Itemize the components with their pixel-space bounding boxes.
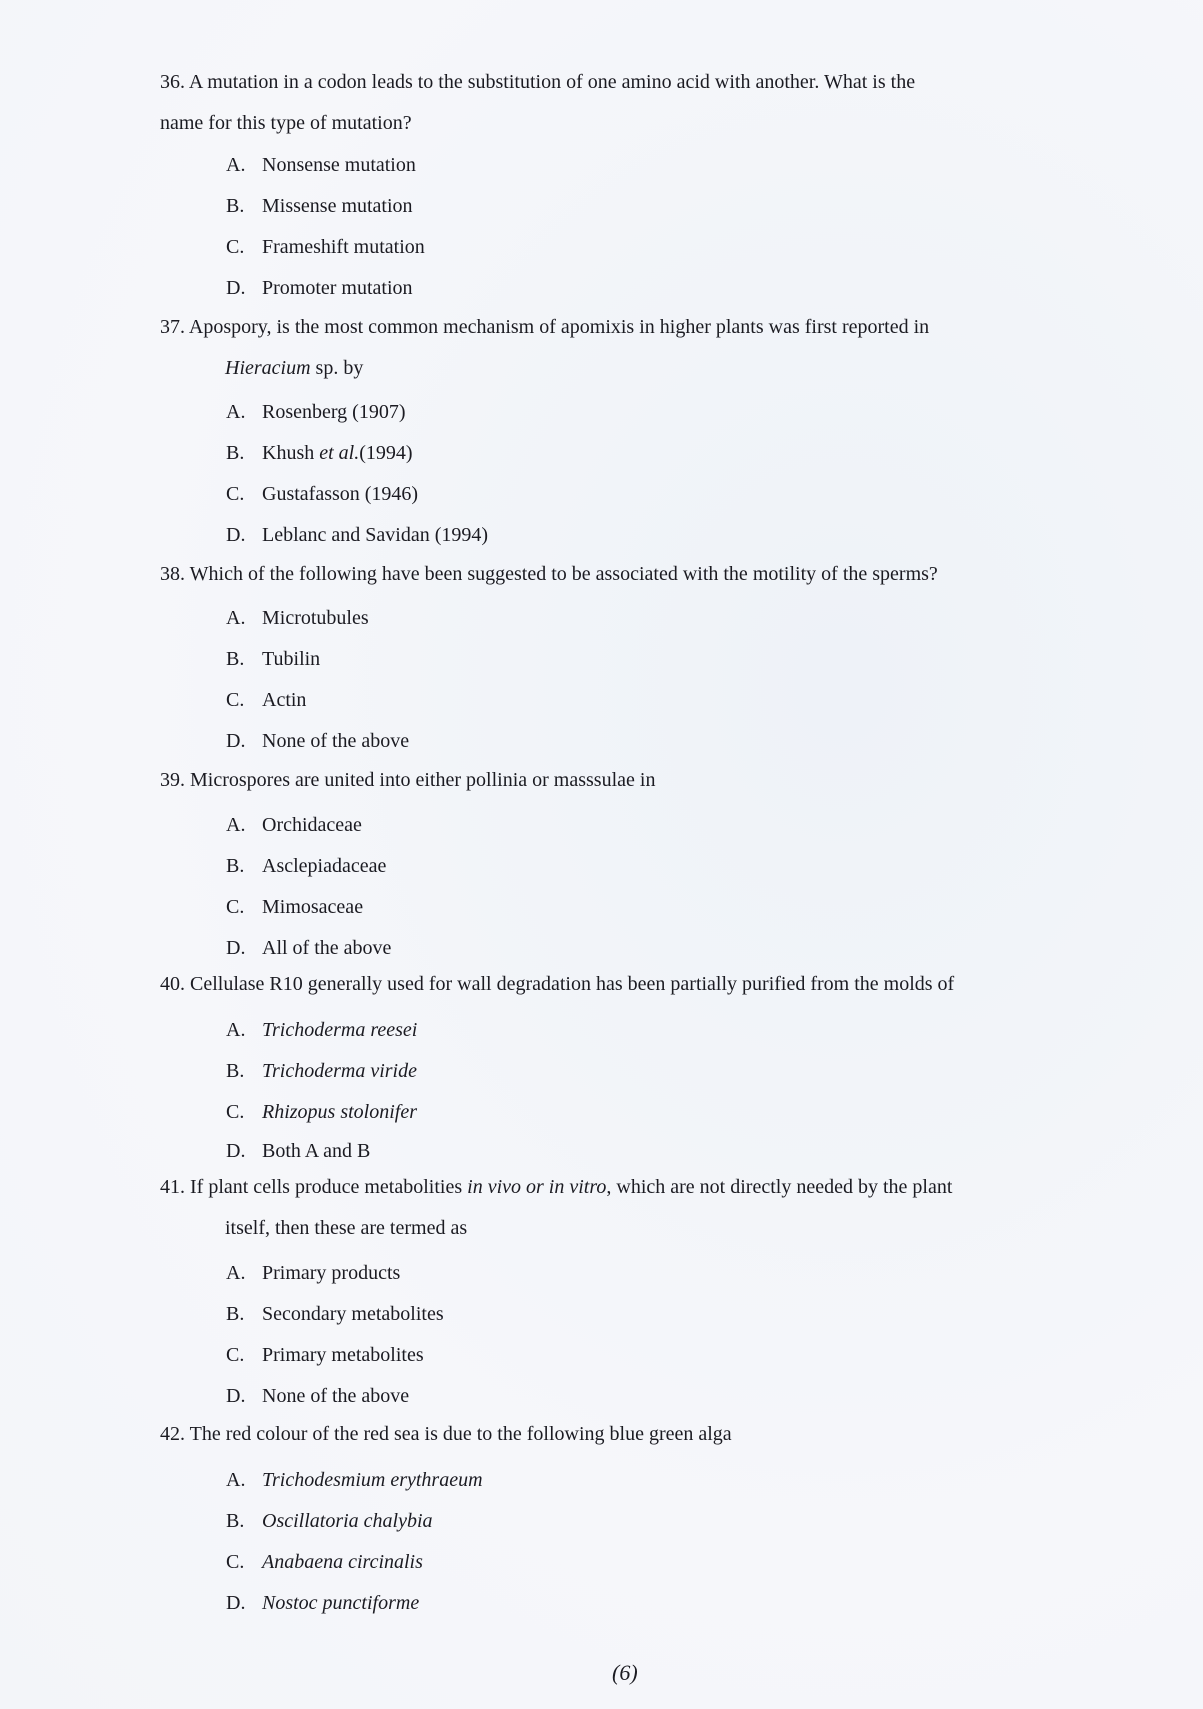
option-42-b-text: Oscillatoria chalybia: [262, 1510, 433, 1532]
option-42-d-text: Nostoc punctiforme: [262, 1592, 420, 1614]
option-39-b-text: Asclepiadaceae: [262, 855, 387, 877]
option-39-c: C. Mimosaceae: [226, 896, 364, 918]
question-40-line-1: 40. Cellulase R10 generally used for wall degradation has been partially purified from the molds of: [160, 973, 955, 995]
option-39-d: D. All of the above: [226, 937, 392, 959]
option-36-b-text: Missense mutation: [262, 195, 413, 217]
option-39-a-text: Orchidaceae: [262, 814, 362, 836]
option-36-a: A. Nonsense mutation: [226, 154, 416, 176]
question-42: [160, 1414, 1150, 1455]
question-36-line-2: name for this type of mutation?: [160, 112, 412, 134]
option-37-c: C. Gustafasson (1946): [226, 483, 419, 505]
option-38-b-text: Tubilin: [262, 648, 321, 670]
option-42-c: C. Anabaena circinalis: [226, 1551, 423, 1573]
page-number: (6): [612, 1660, 638, 1685]
option-36-c-text: Frameshift mutation: [262, 236, 425, 258]
question-38-line-1: 38. Which of the following have been suggested to be associated with the motility of the sperms?: [160, 563, 938, 585]
question-41-line-1: 41. If plant cells produce metabolities in vivo or in vitro, which are not directly needed by the plant: [160, 1176, 953, 1198]
option-37-d-text: Leblanc and Savidan (1994): [262, 524, 489, 546]
option-40-a-text: Trichoderma reesei: [262, 1019, 418, 1041]
option-38-d: D. None of the above: [226, 730, 410, 752]
option-42-d: D. Nostoc punctiforme: [226, 1592, 420, 1614]
question-42-line-1: 42. The red colour of the red sea is due to the following blue green alga: [160, 1423, 732, 1445]
option-37-a-text: Rosenberg (1907): [262, 401, 406, 423]
option-40-b-text: Trichoderma viride: [262, 1060, 417, 1082]
option-40-c-text: Rhizopus stolonifer: [262, 1101, 418, 1123]
option-42-b: B. Oscillatoria chalybia: [226, 1510, 433, 1532]
option-40-b: B. Trichoderma viride: [226, 1060, 417, 1082]
option-41-c-text: Primary metabolites: [262, 1344, 424, 1366]
option-40-a: A. Trichoderma reesei: [226, 1019, 418, 1041]
option-36-d: D. Promoter mutation: [226, 277, 413, 299]
option-41-a-text: Primary products: [262, 1262, 401, 1284]
question-37: [160, 307, 1150, 389]
question-41-line-2: itself, then these are termed as: [225, 1217, 468, 1239]
option-39-a: A. Orchidaceae: [226, 814, 362, 836]
option-40-d: D. Both A and B: [226, 1140, 371, 1162]
option-37-a: A. Rosenberg (1907): [226, 401, 406, 423]
option-37-b: B. Khush et al.(1994): [226, 442, 413, 464]
option-42-a-text: Trichodesmium erythraeum: [262, 1469, 483, 1491]
question-39-line-1: 39. Microspores are united into either pollinia or masssulae in: [160, 769, 656, 791]
option-36-a-text: Nonsense mutation: [262, 154, 416, 176]
option-41-b-text: Secondary metabolites: [262, 1303, 444, 1325]
question-40: [160, 964, 1150, 1005]
option-36-c: C. Frameshift mutation: [226, 236, 425, 258]
question-41: [160, 1167, 1150, 1249]
option-36-d-text: Promoter mutation: [262, 277, 413, 299]
option-41-b: B. Secondary metabolites: [226, 1303, 444, 1325]
option-42-c-text: Anabaena circinalis: [262, 1551, 423, 1573]
option-37-d: D. Leblanc and Savidan (1994): [226, 524, 489, 546]
option-40-c: C. Rhizopus stolonifer: [226, 1101, 418, 1123]
option-38-c: C. Actin: [226, 689, 307, 711]
option-36-b: B. Missense mutation: [226, 195, 413, 217]
option-38-b: B. Tubilin: [226, 648, 321, 670]
option-39-d-text: All of the above: [262, 937, 392, 959]
option-40-d-text: Both A and B: [262, 1140, 371, 1162]
question-39: [160, 760, 1150, 801]
option-38-c-text: Actin: [262, 689, 307, 711]
option-38-a: A. Microtubules: [226, 607, 369, 629]
option-41-d-text: None of the above: [262, 1385, 410, 1407]
option-39-c-text: Mimosaceae: [262, 896, 364, 918]
option-38-d-text: None of the above: [262, 730, 410, 752]
question-36: [160, 62, 1150, 144]
option-39-b: B. Asclepiadaceae: [226, 855, 387, 877]
option-37-c-text: Gustafasson (1946): [262, 483, 419, 505]
option-42-a: A. Trichodesmium erythraeum: [226, 1469, 483, 1491]
question-36-line-1: 36. A mutation in a codon leads to the substitution of one amino acid with another. What is the: [160, 71, 916, 93]
option-41-c: C. Primary metabolites: [226, 1344, 424, 1366]
question-37-line-2: Hieracium sp. by: [225, 357, 364, 379]
question-37-line-1: 37. Apospory, is the most common mechanism of apomixis in higher plants was first reported in: [160, 316, 930, 338]
option-41-a: A. Primary products: [226, 1262, 401, 1284]
option-41-d: D. None of the above: [226, 1385, 410, 1407]
option-38-a-text: Microtubules: [262, 607, 369, 629]
question-38: [160, 554, 1150, 595]
